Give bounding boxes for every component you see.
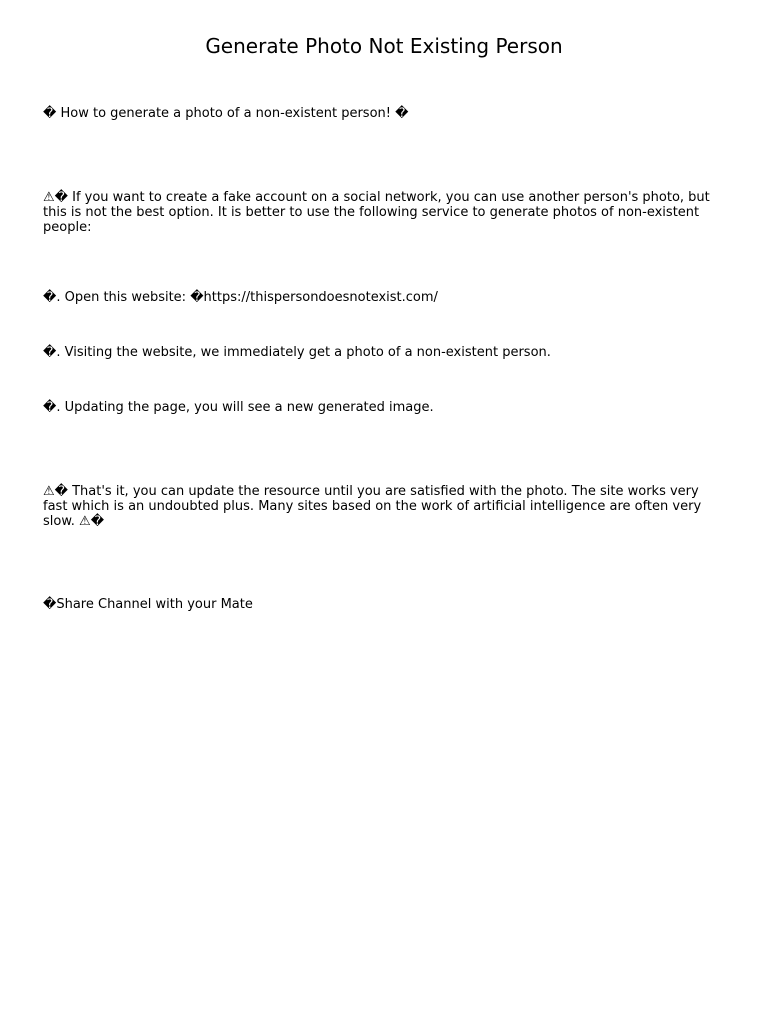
outro-trail-warning-icon: ⚠� bbox=[79, 514, 105, 529]
intro-lead-symbol-icon: � bbox=[43, 106, 57, 121]
warning-paragraph bbox=[43, 190, 723, 235]
outro-warning-icon: ⚠� bbox=[43, 484, 68, 499]
page-title: Generate Photo Not Existing Person bbox=[205, 34, 563, 58]
step-2-text: . Visiting the website, we immediately get a photo of a non-existent person. bbox=[56, 345, 551, 360]
link-symbol-icon: � bbox=[190, 290, 204, 305]
outro-paragraph bbox=[43, 484, 723, 529]
outro-text: That's it, you can update the resource until you are satisfied with the photo. The site works very fast which is an undoubted plus. Many sites based on the work of artificial intelligence are often very slow. bbox=[43, 484, 702, 529]
step-3-text: . Updating the page, you will see a new generated image. bbox=[56, 400, 434, 415]
intro-trail-symbol-icon: � bbox=[395, 106, 409, 121]
step-3-paragraph bbox=[43, 400, 723, 415]
step-1-marker-icon: � bbox=[43, 290, 57, 305]
intro-text: How to generate a photo of a non-existent person! bbox=[56, 106, 396, 121]
share-symbol-icon: � bbox=[43, 597, 57, 612]
step-2-paragraph bbox=[43, 345, 723, 360]
step-2-marker-icon: � bbox=[43, 345, 57, 360]
website-link[interactable]: https://thispersondoesnotexist.com/ bbox=[203, 290, 438, 305]
step-1-paragraph bbox=[43, 290, 723, 305]
step-1-text: . Open this website: bbox=[56, 290, 191, 305]
warning-icon: ⚠� bbox=[43, 190, 68, 205]
intro-paragraph bbox=[43, 106, 723, 121]
share-paragraph bbox=[43, 597, 723, 612]
share-text: Share Channel with your Mate bbox=[56, 597, 253, 612]
warning-text: If you want to create a fake account on a social network, you can use another person's photo, but this is not the best option. It is better to use the following service to generate photos of non-existent people: bbox=[43, 190, 710, 235]
step-3-marker-icon: � bbox=[43, 400, 57, 415]
